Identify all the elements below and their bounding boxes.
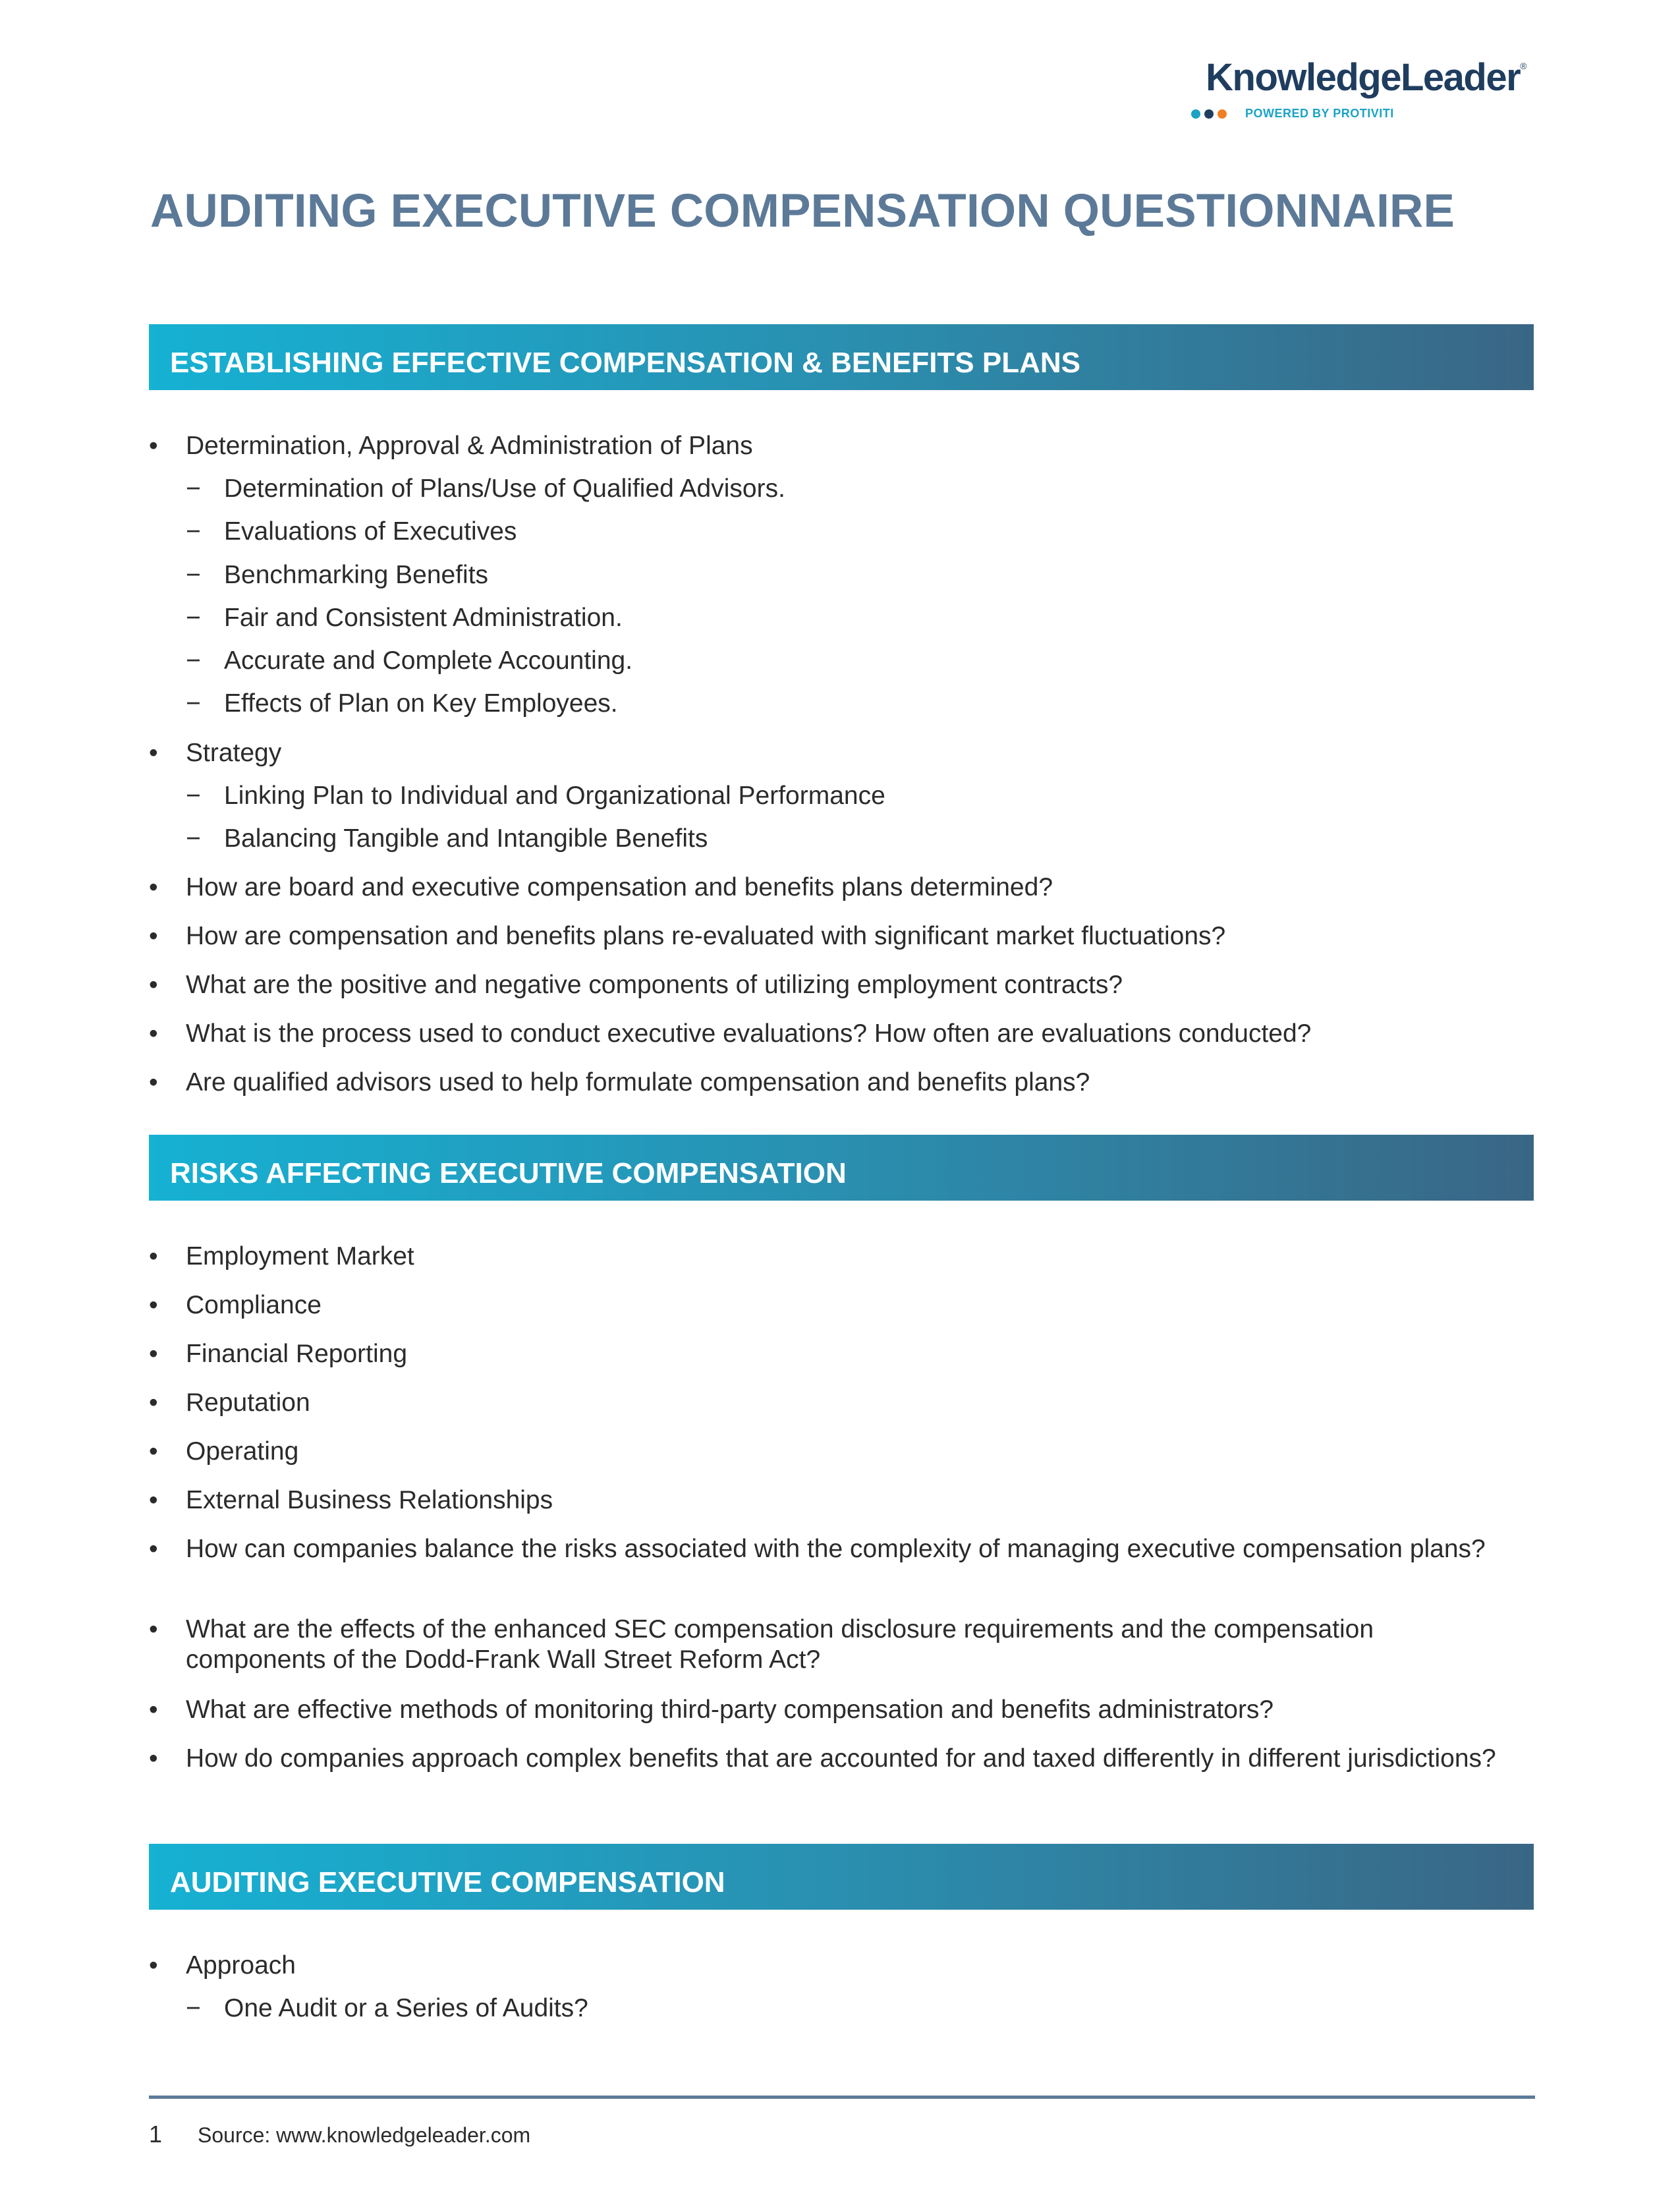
list-item-text: Operating: [186, 1437, 299, 1466]
list-item: [149, 738, 1519, 768]
dash-marker: −: [186, 517, 201, 546]
sub-list-item: [149, 781, 1519, 811]
sub-list-item: [149, 517, 1519, 547]
list-item-text: Evaluations of Executives: [224, 517, 517, 546]
list-item: [149, 1534, 1519, 1564]
list-item-text: External Business Relationships: [186, 1486, 553, 1514]
bullet-marker: •: [149, 432, 158, 460]
list-item: [149, 1388, 1519, 1418]
bullet-marker: •: [149, 971, 158, 999]
list-item-text: Financial Reporting: [186, 1340, 408, 1368]
bullet-marker: •: [149, 1068, 158, 1097]
list-item-text: Balancing Tangible and Intangible Benefits: [224, 824, 708, 853]
bullet-marker: •: [149, 1291, 158, 1319]
list-item-text: What are the positive and negative components of utilizing employment contracts?: [186, 971, 1123, 999]
bullet-marker: •: [149, 873, 158, 901]
bullet-marker: •: [149, 1019, 158, 1048]
list-item: [149, 1437, 1519, 1467]
dash-marker: −: [186, 561, 201, 589]
list-item: [149, 1339, 1519, 1369]
list-item: [149, 1019, 1519, 1049]
sub-list-item: [149, 689, 1519, 719]
brand-tagline-row: [1191, 107, 1394, 121]
dash-marker: −: [186, 824, 201, 853]
page-number: 1: [149, 2121, 163, 2148]
sub-list-item: [149, 560, 1519, 590]
section-heading: AUDITING EXECUTIVE COMPENSATION: [170, 1866, 725, 1898]
dash-marker: −: [186, 1994, 201, 2022]
sub-list-item: [149, 474, 1519, 504]
section-heading-band: [149, 324, 1534, 390]
bullet-marker: •: [149, 1388, 158, 1417]
list-item: [149, 1951, 1519, 1981]
brand-wordmark: [1206, 55, 1526, 100]
list-item-text: Compliance: [186, 1291, 322, 1319]
list-item-text: Fair and Consistent Administration.: [224, 604, 623, 632]
list-item-text: One Audit or a Series of Audits?: [224, 1994, 588, 2022]
dash-marker: −: [186, 646, 201, 675]
sub-list-item: [149, 646, 1519, 676]
section-heading: ESTABLISHING EFFECTIVE COMPENSATION & BENEFITS PLANS: [170, 347, 1081, 379]
list-item: [149, 1068, 1519, 1098]
document-title: AUDITING EXECUTIVE COMPENSATION QUESTIONNAIRE: [150, 185, 1455, 237]
list-item-text: Strategy: [186, 739, 282, 767]
footer-rule: [149, 2096, 1535, 2099]
section-heading: RISKS AFFECTING EXECUTIVE COMPENSATION: [170, 1157, 847, 1189]
dash-marker: −: [186, 782, 201, 810]
list-item: [149, 872, 1519, 903]
list-item-text: How do companies approach complex benefits that are accounted for and taxed differently in different jurisdictions?: [186, 1744, 1496, 1773]
bullet-marker: •: [149, 1951, 158, 1980]
trademark-symbol: ®: [1520, 61, 1526, 71]
list-item: [149, 431, 1519, 461]
section-heading-band: [149, 1844, 1534, 1910]
list-item-text: What are effective methods of monitoring third-party compensation and benefits administrators?: [186, 1696, 1274, 1724]
list-item-text: Employment Market: [186, 1242, 414, 1270]
list-item: [149, 1614, 1519, 1675]
dash-marker: −: [186, 689, 201, 718]
bullet-marker: •: [149, 1535, 158, 1563]
list-item-text: Approach: [186, 1951, 296, 1980]
sub-list-item: [149, 603, 1519, 633]
brand-dot-3: [1218, 109, 1227, 119]
list-item: [149, 1695, 1519, 1725]
bullet-marker: •: [149, 1242, 158, 1270]
list-item: [149, 970, 1519, 1000]
list-item-text: Determination of Plans/Use of Qualified Advisors.: [224, 474, 785, 503]
bullet-marker: •: [149, 1340, 158, 1368]
list-item-text: Determination, Approval & Administration of Plans: [186, 432, 753, 460]
list-item-text: Accurate and Complete Accounting.: [224, 646, 633, 675]
brand-dots-icon: [1191, 109, 1227, 119]
list-item: [149, 921, 1519, 952]
list-item-text: How are compensation and benefits plans re-evaluated with significant market fluctuations?: [186, 922, 1226, 950]
source-line: Source: www.knowledgeleader.com: [198, 2123, 531, 2147]
list-item-text: How can companies balance the risks associated with the complexity of managing executive compensation plans?: [186, 1535, 1486, 1563]
bullet-marker: •: [149, 922, 158, 950]
bullet-marker: •: [149, 1744, 158, 1773]
list-item: [149, 1290, 1519, 1321]
list-item: [149, 1241, 1519, 1272]
sub-list-item: [149, 1993, 1519, 2024]
list-item-text: What is the process used to conduct executive evaluations? How often are evaluations conducted?: [186, 1019, 1312, 1048]
list-item: [149, 1744, 1519, 1774]
bullet-marker: •: [149, 1486, 158, 1514]
bullet-marker: •: [149, 1615, 158, 1643]
list-item-text: Linking Plan to Individual and Organizational Performance: [224, 782, 885, 810]
brand-dot-1: [1191, 109, 1200, 119]
bullet-marker: •: [149, 1437, 158, 1466]
sub-list-item: [149, 824, 1519, 854]
list-item-text: What are the effects of the enhanced SEC compensation disclosure requirements and the compensation components of the Dodd-Frank Wall Street Reform Act?: [186, 1615, 1374, 1674]
bullet-marker: •: [149, 1696, 158, 1724]
list-item: [149, 1485, 1519, 1516]
list-item-text: How are board and executive compensation and benefits plans determined?: [186, 873, 1053, 901]
brand-tagline: POWERED BY PROTIVITI: [1245, 107, 1394, 120]
dash-marker: −: [186, 604, 201, 632]
dash-marker: −: [186, 474, 201, 503]
brand-name: KnowledgeLeader: [1206, 56, 1521, 99]
list-item-text: Effects of Plan on Key Employees.: [224, 689, 618, 718]
list-item-text: Reputation: [186, 1388, 310, 1417]
section-heading-band: [149, 1135, 1534, 1201]
bullet-marker: •: [149, 739, 158, 767]
brand-dot-2: [1204, 109, 1214, 119]
list-item-text: Benchmarking Benefits: [224, 561, 489, 589]
list-item-text: Are qualified advisors used to help formulate compensation and benefits plans?: [186, 1068, 1090, 1097]
